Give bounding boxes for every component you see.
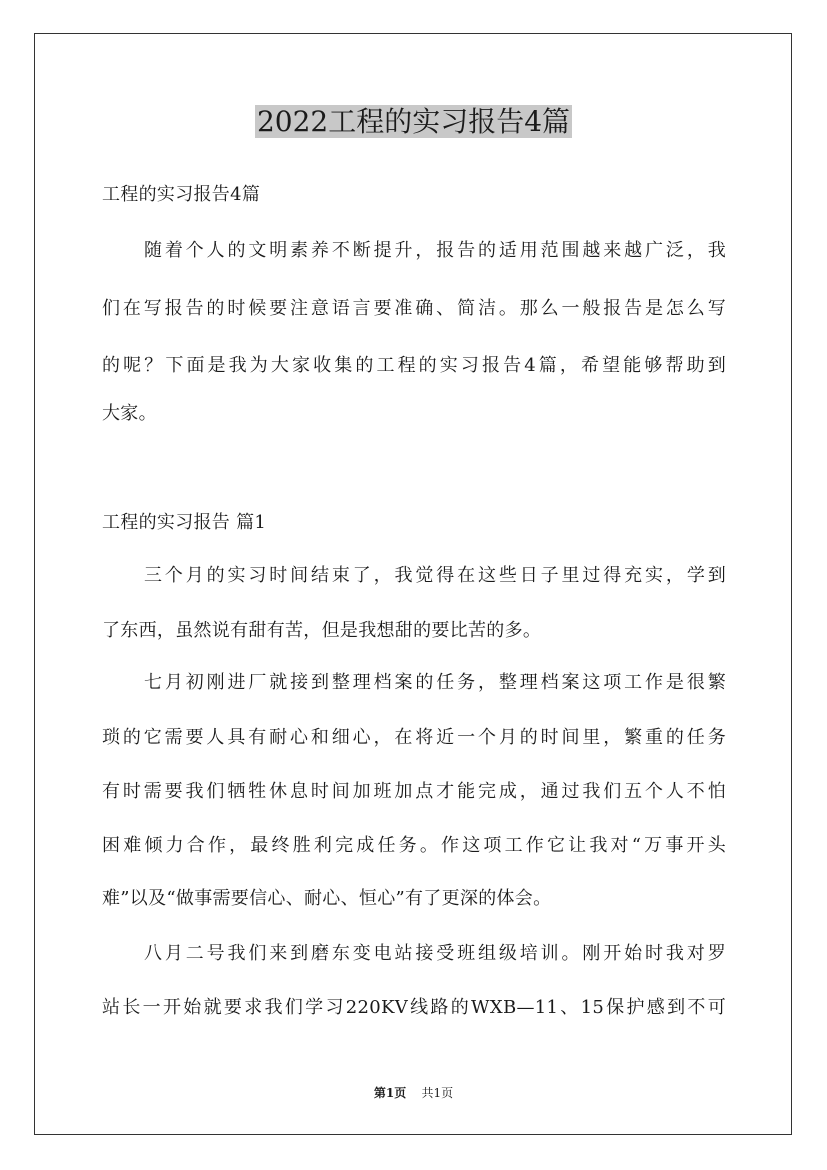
paragraph-line: 三个月的实习时间结束了，我觉得在这些日子里过得充实，学到 (144, 565, 726, 586)
paragraph-line: 站长一开始就要求我们学习220KV线路的WXB—11、15保护感到不可 (102, 997, 726, 1018)
page-total: 共1页 (421, 1086, 454, 1100)
intro-line: 大家。 (102, 403, 157, 424)
intro-line: 的呢？下面是我为大家收集的工程的实习报告4篇，希望能够帮助到 (102, 355, 726, 376)
subtitle: 工程的实习报告4篇 (102, 184, 261, 205)
paragraph-line: 难”以及“做事需要信心、耐心、恒心”有了更深的体会。 (102, 888, 552, 909)
paragraph-line: 八月二号我们来到磨东变电站接受班组级培训。刚开始时我对罗 (144, 943, 726, 964)
document-title (0, 102, 827, 142)
intro-line: 们在写报告的时候要注意语言要准确、简洁。那么一般报告是怎么写 (102, 298, 726, 319)
paragraph-line: 琐的它需要人具有耐心和细心，在将近一个月的时间里，繁重的任务 (102, 727, 726, 748)
paragraph-line: 七月初刚进厂就接到整理档案的任务，整理档案这项工作是很繁 (144, 672, 726, 693)
paragraph-line: 了东西，虽然说有甜有苦，但是我想甜的要比苦的多。 (102, 620, 542, 641)
intro-line: 随着个人的文明素养不断提升，报告的适用范围越来越广泛，我 (144, 240, 726, 261)
document-title-text: 2022工程的实习报告4篇 (256, 105, 571, 138)
section-heading: 工程的实习报告 篇1 (102, 512, 267, 533)
paragraph-line: 困难倾力合作，最终胜利完成任务。作这项工作它让我对“万事开头 (102, 835, 726, 856)
paragraph-line: 有时需要我们牺牲休息时间加班加点才能完成，通过我们五个人不怕 (102, 781, 726, 802)
page-footer (0, 1084, 827, 1101)
page-number: 第1页 (373, 1086, 407, 1100)
footer-spacer (410, 1086, 418, 1100)
